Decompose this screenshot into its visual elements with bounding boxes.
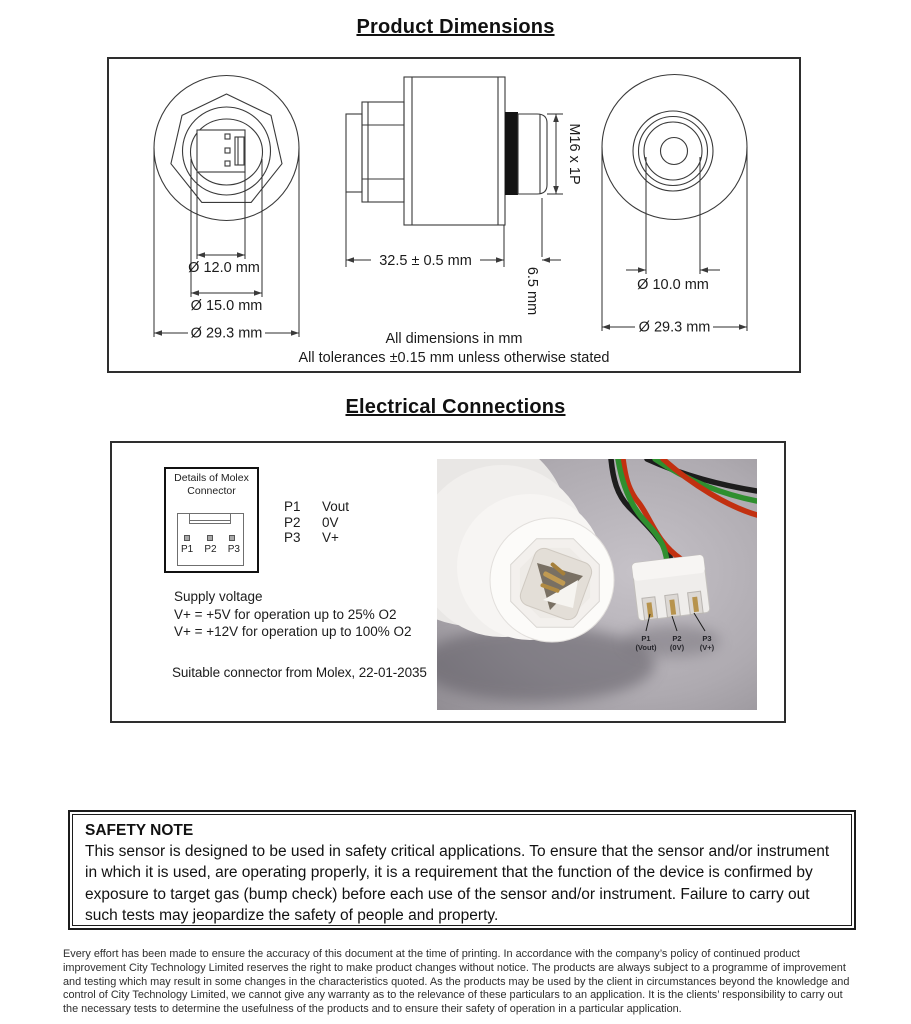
- safety-note-body: This sensor is designed to be used in safety critical applications. To ensure that the sensor and/or instrument in which it is used, are operating properly, it is a requirement that the function of the device is confirmed by exposure to target gas (bump check) before each use of the sensor and/or instrument. Failure to carry out such tests may jeopardize the safety of people and property.: [85, 843, 830, 924]
- molex-title-line2: Connector: [187, 484, 236, 497]
- dimension-drawing: [109, 59, 799, 371]
- safety-note-heading: SAFETY NOTE: [85, 822, 194, 839]
- electrical-connections-box: [110, 441, 786, 723]
- dim-side-thread: M16 x 1P: [566, 123, 582, 185]
- molex-pin1-label: P1: [181, 544, 194, 555]
- photo-label-p2: P2: [672, 634, 682, 643]
- pin-signal: V+: [322, 530, 339, 545]
- rear-view-drawing: [602, 75, 747, 336]
- sensor-photo: [437, 459, 757, 710]
- connector-note: Suitable connector from Molex, 22-01-2035: [172, 665, 427, 680]
- photo-label-p1s: (Vout): [635, 643, 657, 652]
- dim-rear-d293: Ø 29.3 mm: [638, 319, 711, 336]
- pin-signal: Vout: [322, 499, 350, 514]
- dim-front-d15: Ø 15.0 mm: [190, 298, 263, 314]
- dim-side-protrusion: 6.5 mm: [524, 266, 540, 316]
- note-tolerance: All tolerances ±0.15 mm unless otherwise stated: [298, 350, 610, 366]
- pin-name: P2: [284, 514, 301, 530]
- molex-connector-drawing: [177, 513, 244, 566]
- pin-row-3: [284, 530, 349, 546]
- molex-latch: [189, 513, 231, 524]
- supply-line-12v: V+ = +12V for operation up to 100% O2: [174, 624, 412, 639]
- electrical-connections-title: Electrical Connections: [345, 396, 566, 418]
- molex-title: [166, 472, 257, 497]
- molex-detail-box: [164, 467, 259, 573]
- molex-pin-labels: [178, 544, 243, 555]
- pin-name: P1: [284, 499, 301, 514]
- photo-pin-labels: [635, 634, 714, 652]
- dim-front-d293: Ø 29.3 mm: [190, 325, 263, 342]
- molex-pin2-label: P2: [204, 544, 217, 555]
- dim-side-length: 32.5 ± 0.5 mm: [379, 253, 472, 269]
- supply-heading: Supply voltage: [174, 589, 263, 604]
- side-view-drawing: [346, 77, 582, 315]
- note-units: All dimensions in mm: [385, 331, 523, 347]
- molex-title-line1: Details of Molex: [174, 472, 249, 484]
- dim-front-d12: Ø 12.0 mm: [188, 260, 260, 276]
- photo-label-p1: P1: [641, 634, 651, 643]
- molex-pin1-square: [184, 535, 190, 541]
- legal-disclaimer: Every effort has been made to ensure the accuracy of this document at the time of printing. In accordance with the company’s policy of continued product improvement City Technology Limited reserves the right to make product changes without notice. The products are always subject to a programme of improvement and testing which may result in some changes in the characteristics quoted. As the products may be used by the client in circumstances beyond the knowledge and control of City Technology Limited, we cannot give any warranty as to the relevance of these particulars to an application. It is the clients’ responsibility to carry out the necessary tests to determine the usefulness of the products and to ensure their safety of operation in a particular application.: [63, 948, 850, 1016]
- safety-note-inner: [72, 814, 852, 926]
- photo-label-p3: P3: [702, 634, 712, 643]
- photo-label-p2s: (0V): [669, 643, 685, 652]
- front-view-drawing: [154, 76, 299, 342]
- dim-rear-d10: Ø 10.0 mm: [637, 277, 709, 293]
- safety-note-box: [68, 810, 856, 930]
- pin-signal: 0V: [322, 514, 339, 530]
- supply-line-5v: V+ = +5V for operation up to 25% O2: [174, 606, 397, 622]
- photo-label-p3s: (V+): [699, 643, 715, 652]
- pin-name: P3: [284, 530, 301, 545]
- product-dimensions-title: Product Dimensions: [356, 16, 555, 38]
- molex-pin3-label: P3: [227, 544, 240, 555]
- photo-connector: [632, 555, 711, 621]
- pin-assignment-table: [284, 499, 349, 546]
- supply-voltage-block: [174, 588, 412, 641]
- molex-pin3-square: [229, 535, 235, 541]
- molex-pin2-square: [207, 535, 213, 541]
- pin-row-1: [284, 499, 349, 515]
- product-dimensions-box: [107, 57, 801, 373]
- pin-row-2: [284, 515, 349, 531]
